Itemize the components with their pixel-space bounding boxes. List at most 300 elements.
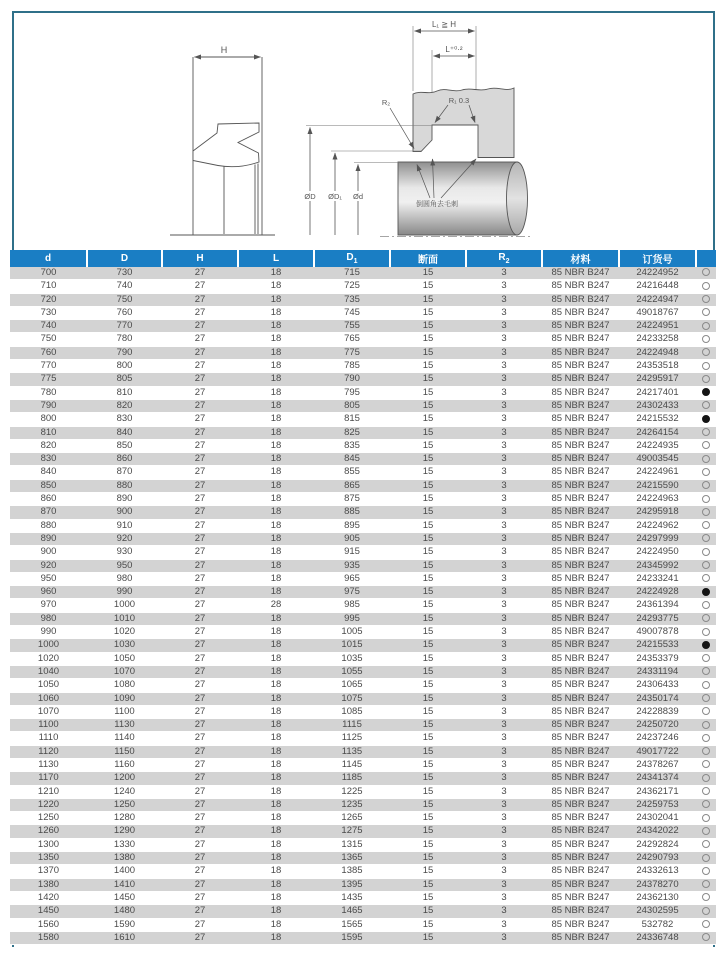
table-cell: 1020 xyxy=(87,626,162,639)
table-cell: 810 xyxy=(10,426,87,439)
table-cell: 24224952 xyxy=(619,267,696,280)
table-cell: 18 xyxy=(238,306,314,319)
column-header: L xyxy=(238,250,314,267)
table-cell: 1250 xyxy=(87,798,162,811)
table-cell: 965 xyxy=(314,572,390,585)
table-cell: 27 xyxy=(162,732,238,745)
table-cell: 24215532 xyxy=(619,413,696,426)
table-cell: 27 xyxy=(162,572,238,585)
dia-d-outer-label: ØD xyxy=(304,192,316,201)
table-cell: 85 NBR B247 xyxy=(542,679,619,692)
availability-cell xyxy=(696,426,716,439)
table-cell: 18 xyxy=(238,373,314,386)
table-cell: 1220 xyxy=(10,798,87,811)
table-row xyxy=(10,679,716,692)
table-cell: 18 xyxy=(238,506,314,519)
table-cell: 27 xyxy=(162,346,238,359)
table-cell: 24237246 xyxy=(619,732,696,745)
table-cell: 1000 xyxy=(87,599,162,612)
availability-cell xyxy=(696,479,716,492)
table-cell: 15 xyxy=(390,519,466,532)
table-cell: 1050 xyxy=(10,679,87,692)
table-cell: 85 NBR B247 xyxy=(542,466,619,479)
table-cell: 18 xyxy=(238,865,314,878)
table-cell: 1170 xyxy=(10,772,87,785)
table-cell: 18 xyxy=(238,745,314,758)
availability-cell xyxy=(696,532,716,545)
table-cell: 3 xyxy=(466,453,542,466)
availability-cell xyxy=(696,306,716,319)
table-cell: 15 xyxy=(390,413,466,426)
table-cell: 835 xyxy=(314,439,390,452)
table-cell: 85 NBR B247 xyxy=(542,559,619,572)
table-row xyxy=(10,599,716,612)
table-cell: 710 xyxy=(10,280,87,293)
table-cell: 532782 xyxy=(619,918,696,931)
availability-cell xyxy=(696,825,716,838)
filled-dot-icon xyxy=(702,641,710,649)
table-cell: 3 xyxy=(466,373,542,386)
table-row xyxy=(10,931,716,944)
table-cell: 18 xyxy=(238,267,314,280)
table-cell: 15 xyxy=(390,466,466,479)
table-cell: 1090 xyxy=(87,692,162,705)
table-cell: 920 xyxy=(10,559,87,572)
table-cell: 820 xyxy=(10,439,87,452)
table-cell: 3 xyxy=(466,825,542,838)
table-cell: 1380 xyxy=(87,852,162,865)
table-cell: 85 NBR B247 xyxy=(542,705,619,718)
table-cell: 3 xyxy=(466,758,542,771)
table-row xyxy=(10,785,716,798)
table-cell: 18 xyxy=(238,918,314,931)
open-dot-icon xyxy=(702,893,710,901)
table-cell: 27 xyxy=(162,905,238,918)
table-cell: 3 xyxy=(466,306,542,319)
table-cell: 1130 xyxy=(87,719,162,732)
table-cell: 85 NBR B247 xyxy=(542,838,619,851)
table-cell: 15 xyxy=(390,559,466,572)
table-cell: 860 xyxy=(87,453,162,466)
table-row xyxy=(10,612,716,625)
table-cell: 18 xyxy=(238,426,314,439)
availability-cell xyxy=(696,878,716,891)
table-cell: 85 NBR B247 xyxy=(542,439,619,452)
table-cell: 725 xyxy=(314,280,390,293)
open-dot-icon xyxy=(702,747,710,755)
open-dot-icon xyxy=(702,574,710,582)
table-cell: 15 xyxy=(390,785,466,798)
table-cell: 15 xyxy=(390,453,466,466)
table-cell: 3 xyxy=(466,599,542,612)
table-cell: 15 xyxy=(390,360,466,373)
table-cell: 27 xyxy=(162,918,238,931)
table-cell: 27 xyxy=(162,679,238,692)
open-dot-icon xyxy=(702,734,710,742)
open-dot-icon xyxy=(702,375,710,383)
table-cell: 18 xyxy=(238,612,314,625)
table-cell: 15 xyxy=(390,626,466,639)
table-cell: 85 NBR B247 xyxy=(542,373,619,386)
table-cell: 27 xyxy=(162,758,238,771)
open-dot-icon xyxy=(702,721,710,729)
table-cell: 27 xyxy=(162,639,238,652)
table-cell: 15 xyxy=(390,599,466,612)
table-row xyxy=(10,493,716,506)
column-header: 断面 xyxy=(390,250,466,267)
table-cell: 27 xyxy=(162,599,238,612)
table-cell: 750 xyxy=(10,333,87,346)
open-dot-icon xyxy=(702,295,710,303)
table-cell: 24331194 xyxy=(619,665,696,678)
table-cell: 735 xyxy=(314,293,390,306)
table-cell: 970 xyxy=(10,599,87,612)
table-row xyxy=(10,519,716,532)
table-cell: 740 xyxy=(87,280,162,293)
table-row xyxy=(10,586,716,599)
table-cell: 27 xyxy=(162,586,238,599)
table-cell: 27 xyxy=(162,493,238,506)
table-cell: 1160 xyxy=(87,758,162,771)
table-cell: 27 xyxy=(162,267,238,280)
table-cell: 27 xyxy=(162,825,238,838)
availability-cell xyxy=(696,399,716,412)
table-cell: 18 xyxy=(238,479,314,492)
table-cell: 85 NBR B247 xyxy=(542,333,619,346)
table-cell: 15 xyxy=(390,852,466,865)
table-cell: 15 xyxy=(390,572,466,585)
table-cell: 24250720 xyxy=(619,719,696,732)
table-cell: 1420 xyxy=(10,891,87,904)
table-cell: 27 xyxy=(162,772,238,785)
table-cell: 85 NBR B247 xyxy=(542,891,619,904)
table-cell: 85 NBR B247 xyxy=(542,293,619,306)
table-row xyxy=(10,692,716,705)
table-cell: 49003545 xyxy=(619,453,696,466)
table-cell: 85 NBR B247 xyxy=(542,905,619,918)
table-cell: 15 xyxy=(390,320,466,333)
availability-cell xyxy=(696,320,716,333)
availability-cell xyxy=(696,519,716,532)
table-cell: 1260 xyxy=(10,825,87,838)
table-cell: 85 NBR B247 xyxy=(542,665,619,678)
table-cell: 18 xyxy=(238,785,314,798)
table-cell: 3 xyxy=(466,652,542,665)
table-cell: 895 xyxy=(314,519,390,532)
table-cell: 3 xyxy=(466,439,542,452)
table-cell: 24361394 xyxy=(619,599,696,612)
table-row xyxy=(10,719,716,732)
table-cell: 24215533 xyxy=(619,639,696,652)
table-cell: 15 xyxy=(390,612,466,625)
table-row xyxy=(10,905,716,918)
table-cell: 1060 xyxy=(10,692,87,705)
table-cell: 3 xyxy=(466,891,542,904)
table-cell: 18 xyxy=(238,852,314,865)
table-cell: 15 xyxy=(390,931,466,944)
table-cell: 18 xyxy=(238,891,314,904)
table-cell: 980 xyxy=(10,612,87,625)
table-cell: 85 NBR B247 xyxy=(542,546,619,559)
table-cell: 780 xyxy=(10,386,87,399)
table-cell: 24295917 xyxy=(619,373,696,386)
table-cell: 24306433 xyxy=(619,679,696,692)
table-row xyxy=(10,280,716,293)
open-dot-icon xyxy=(702,308,710,316)
table-cell: 1145 xyxy=(314,758,390,771)
table-cell: 3 xyxy=(466,931,542,944)
table-cell: 3 xyxy=(466,838,542,851)
table-cell: 3 xyxy=(466,639,542,652)
table-cell: 18 xyxy=(238,812,314,825)
table-cell: 760 xyxy=(10,346,87,359)
column-header: 订货号 xyxy=(619,250,696,267)
table-cell: 24302595 xyxy=(619,905,696,918)
availability-cell xyxy=(696,346,716,359)
table-cell: 3 xyxy=(466,346,542,359)
table-cell: 830 xyxy=(87,413,162,426)
open-dot-icon xyxy=(702,907,710,915)
table-cell: 24345992 xyxy=(619,559,696,572)
table-cell: 85 NBR B247 xyxy=(542,532,619,545)
table-cell: 18 xyxy=(238,546,314,559)
table-cell: 770 xyxy=(87,320,162,333)
table-cell: 85 NBR B247 xyxy=(542,399,619,412)
open-dot-icon xyxy=(702,548,710,556)
availability-cell xyxy=(696,891,716,904)
filled-dot-icon xyxy=(702,588,710,596)
table-cell: 715 xyxy=(314,267,390,280)
table-row xyxy=(10,652,716,665)
availability-cell xyxy=(696,732,716,745)
table-cell: 1350 xyxy=(10,852,87,865)
table-cell: 15 xyxy=(390,918,466,931)
table-cell: 850 xyxy=(87,439,162,452)
availability-cell xyxy=(696,506,716,519)
table-cell: 1250 xyxy=(10,812,87,825)
open-dot-icon xyxy=(702,614,710,622)
table-cell: 1185 xyxy=(314,772,390,785)
table-cell: 15 xyxy=(390,293,466,306)
table-cell: 24295918 xyxy=(619,506,696,519)
table-cell: 24302433 xyxy=(619,399,696,412)
table-cell: 28 xyxy=(238,599,314,612)
table-cell: 24224961 xyxy=(619,466,696,479)
table-cell: 3 xyxy=(466,626,542,639)
table-cell: 1150 xyxy=(87,745,162,758)
table-cell: 15 xyxy=(390,346,466,359)
table-row xyxy=(10,825,716,838)
table-cell: 1240 xyxy=(87,785,162,798)
table-cell: 24224928 xyxy=(619,586,696,599)
table-cell: 24362171 xyxy=(619,785,696,798)
table-cell: 1465 xyxy=(314,905,390,918)
open-dot-icon xyxy=(702,814,710,822)
table-cell: 18 xyxy=(238,825,314,838)
table-cell: 3 xyxy=(466,360,542,373)
table-cell: 18 xyxy=(238,466,314,479)
table-cell: 950 xyxy=(87,559,162,572)
table-cell: 18 xyxy=(238,692,314,705)
table-cell: 15 xyxy=(390,812,466,825)
table-cell: 755 xyxy=(314,320,390,333)
table-cell: 85 NBR B247 xyxy=(542,413,619,426)
table-cell: 85 NBR B247 xyxy=(542,306,619,319)
table-cell: 1450 xyxy=(10,905,87,918)
open-dot-icon xyxy=(702,481,710,489)
table-cell: 85 NBR B247 xyxy=(542,812,619,825)
dim-h-label: H xyxy=(220,45,228,55)
table-cell: 985 xyxy=(314,599,390,612)
table-row xyxy=(10,506,716,519)
table-cell: 3 xyxy=(466,506,542,519)
table-cell: 975 xyxy=(314,586,390,599)
availability-cell xyxy=(696,559,716,572)
open-dot-icon xyxy=(702,441,710,449)
table-row xyxy=(10,426,716,439)
table-row xyxy=(10,267,716,280)
availability-cell xyxy=(696,360,716,373)
table-cell: 15 xyxy=(390,865,466,878)
table-cell: 980 xyxy=(87,572,162,585)
table-cell: 905 xyxy=(314,532,390,545)
table-cell: 3 xyxy=(466,493,542,506)
table-cell: 3 xyxy=(466,559,542,572)
table-cell: 24217401 xyxy=(619,386,696,399)
availability-cell xyxy=(696,931,716,944)
table-cell: 15 xyxy=(390,719,466,732)
table-cell: 3 xyxy=(466,745,542,758)
dim-l1-label: L₁ ≧ H xyxy=(431,20,457,29)
table-cell: 1085 xyxy=(314,705,390,718)
availability-cell xyxy=(696,413,716,426)
table-cell: 85 NBR B247 xyxy=(542,719,619,732)
table-cell: 770 xyxy=(10,360,87,373)
table-cell: 27 xyxy=(162,479,238,492)
table-cell: 1280 xyxy=(87,812,162,825)
open-dot-icon xyxy=(702,707,710,715)
table-cell: 24292824 xyxy=(619,838,696,851)
table-row xyxy=(10,865,716,878)
table-cell: 810 xyxy=(87,386,162,399)
table-cell: 18 xyxy=(238,572,314,585)
availability-cell xyxy=(696,586,716,599)
table-cell: 85 NBR B247 xyxy=(542,652,619,665)
table-row xyxy=(10,466,716,479)
table-cell: 840 xyxy=(87,426,162,439)
table-cell: 15 xyxy=(390,891,466,904)
table-cell: 27 xyxy=(162,453,238,466)
table-cell: 24228839 xyxy=(619,705,696,718)
availability-cell xyxy=(696,745,716,758)
table-cell: 27 xyxy=(162,293,238,306)
table-cell: 775 xyxy=(10,373,87,386)
table-cell: 15 xyxy=(390,745,466,758)
availability-cell xyxy=(696,918,716,931)
table-cell: 49007878 xyxy=(619,626,696,639)
table-cell: 24336748 xyxy=(619,931,696,944)
table-cell: 24233258 xyxy=(619,333,696,346)
open-dot-icon xyxy=(702,800,710,808)
filled-dot-icon xyxy=(702,415,710,423)
open-dot-icon xyxy=(702,401,710,409)
table-cell: 85 NBR B247 xyxy=(542,692,619,705)
table-cell: 27 xyxy=(162,812,238,825)
table-cell: 85 NBR B247 xyxy=(542,865,619,878)
table-cell: 785 xyxy=(314,360,390,373)
table-cell: 15 xyxy=(390,586,466,599)
table-cell: 18 xyxy=(238,878,314,891)
table-cell: 15 xyxy=(390,652,466,665)
table-cell: 18 xyxy=(238,519,314,532)
open-dot-icon xyxy=(702,681,710,689)
availability-cell xyxy=(696,280,716,293)
table-cell: 18 xyxy=(238,413,314,426)
table-cell: 18 xyxy=(238,719,314,732)
table-cell: 85 NBR B247 xyxy=(542,572,619,585)
table-cell: 3 xyxy=(466,320,542,333)
installation-view xyxy=(301,20,532,237)
table-cell: 1005 xyxy=(314,626,390,639)
open-dot-icon xyxy=(702,282,710,290)
table-cell: 1010 xyxy=(87,612,162,625)
availability-cell xyxy=(696,665,716,678)
table-cell: 1365 xyxy=(314,852,390,865)
table-cell: 3 xyxy=(466,679,542,692)
open-dot-icon xyxy=(702,827,710,835)
table-row xyxy=(10,559,716,572)
table-cell: 3 xyxy=(466,705,542,718)
table-cell: 27 xyxy=(162,652,238,665)
table-cell: 900 xyxy=(10,546,87,559)
table-cell: 15 xyxy=(390,479,466,492)
table-cell: 18 xyxy=(238,772,314,785)
table-cell: 1580 xyxy=(10,931,87,944)
availability-cell xyxy=(696,267,716,280)
table-cell: 27 xyxy=(162,878,238,891)
open-dot-icon xyxy=(702,521,710,529)
table-cell: 18 xyxy=(238,679,314,692)
availability-cell xyxy=(696,626,716,639)
table-cell: 27 xyxy=(162,506,238,519)
table-row xyxy=(10,665,716,678)
table-row xyxy=(10,745,716,758)
table-header-row xyxy=(10,250,716,267)
table-cell: 18 xyxy=(238,626,314,639)
table-cell: 27 xyxy=(162,373,238,386)
availability-cell xyxy=(696,758,716,771)
table-cell: 85 NBR B247 xyxy=(542,506,619,519)
table-cell: 890 xyxy=(10,532,87,545)
column-header: $R_2$ xyxy=(466,250,542,267)
table-cell: 1120 xyxy=(10,745,87,758)
table-row xyxy=(10,758,716,771)
table-cell: 3 xyxy=(466,386,542,399)
table-cell: 3 xyxy=(466,546,542,559)
table-row xyxy=(10,399,716,412)
open-dot-icon xyxy=(702,322,710,330)
table-cell: 3 xyxy=(466,426,542,439)
table-cell: 27 xyxy=(162,865,238,878)
table-cell: 49017722 xyxy=(619,745,696,758)
table-cell: 15 xyxy=(390,878,466,891)
table-cell: 18 xyxy=(238,705,314,718)
table-cell: 1410 xyxy=(87,878,162,891)
table-cell: 1590 xyxy=(87,918,162,931)
table-cell: 24293775 xyxy=(619,612,696,625)
availability-cell xyxy=(696,293,716,306)
column-header xyxy=(696,250,716,267)
